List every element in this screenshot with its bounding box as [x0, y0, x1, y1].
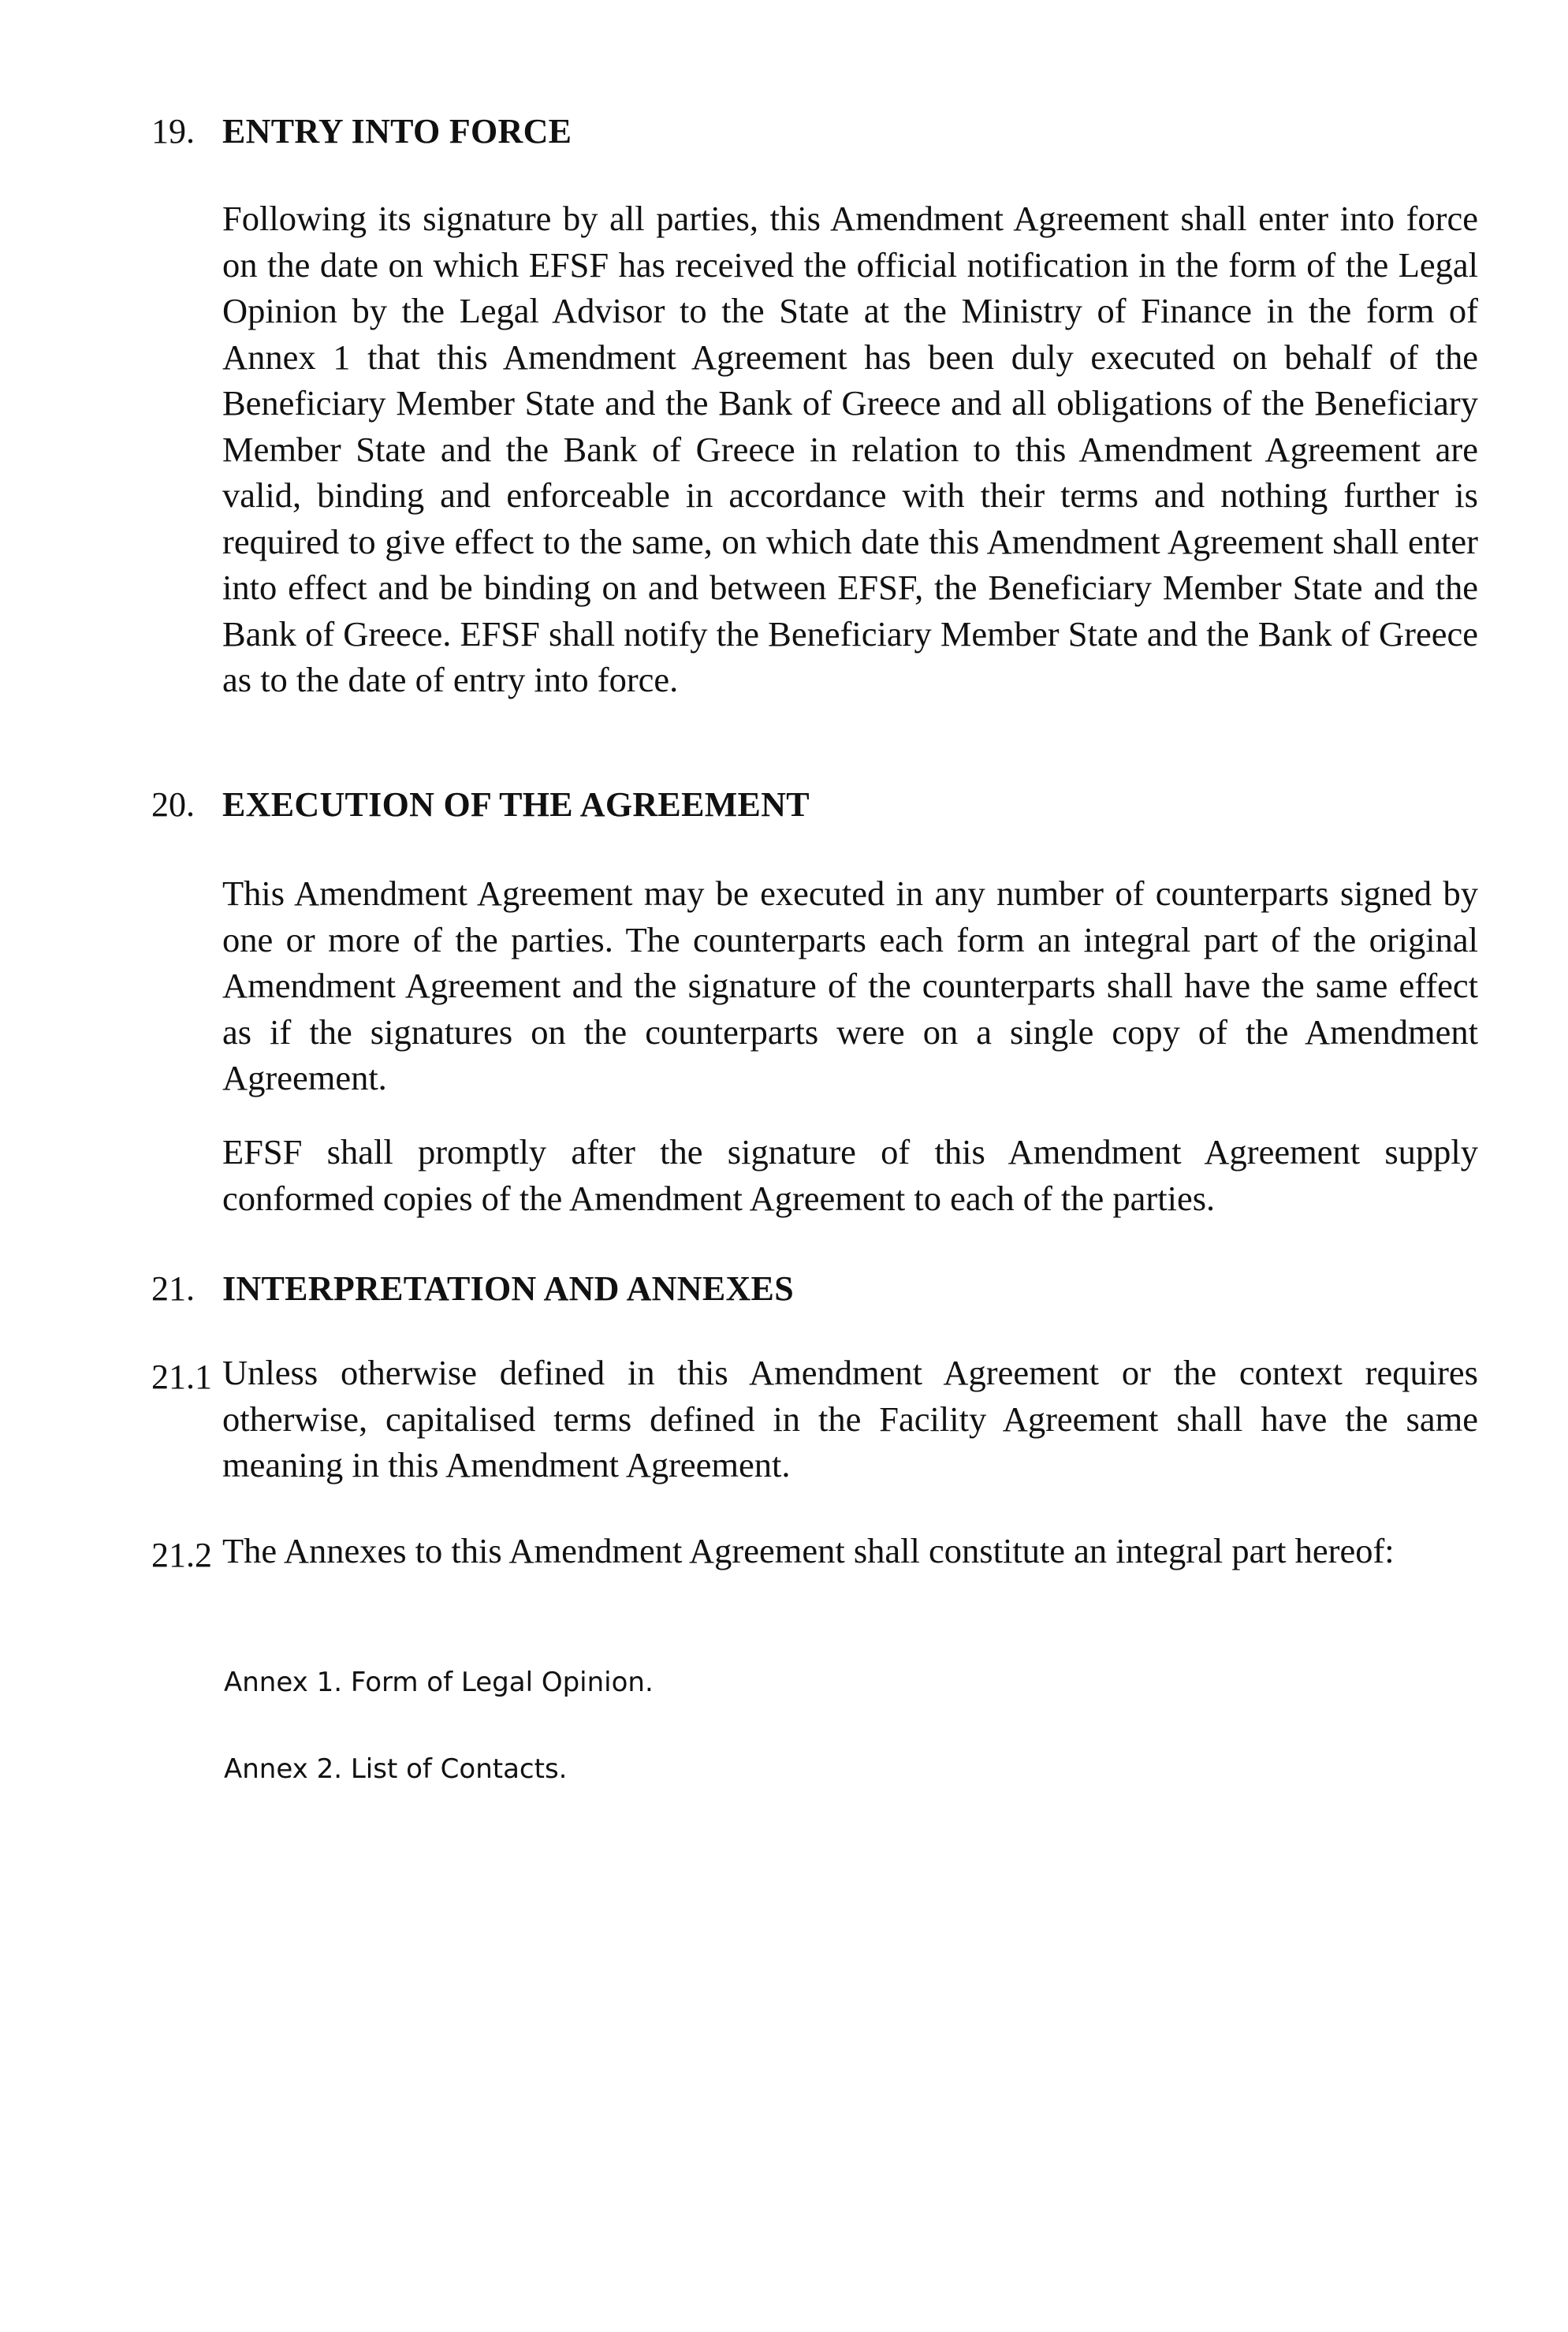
clause-number: 21.1	[151, 1358, 212, 1396]
annex-item: Annex 2. List of Contacts.	[224, 1753, 568, 1785]
section-number: 20.	[151, 785, 195, 824]
section-number: 21.	[151, 1269, 195, 1308]
clause-number: 21.2	[151, 1536, 212, 1574]
clause-text: Unless otherwise defined in this Amendment Agreement or the context requires otherwise, capitalised terms defined in the Facility Agreement shall have the same meaning in this Amendment Agreement.	[222, 1353, 1478, 1485]
paragraph: This Amendment Agreement may be executed in any number of counterparts signed by one or more of the parties. The counterparts each form an integral part of the original Amendment Agreement and the signature of the counterparts shall have the same effect as if the signatures on the counterparts were on a single copy of the Amendment Agreement.	[222, 874, 1478, 1097]
clause-text: The Annexes to this Amendment Agreement shall constitute an integral part hereof:	[222, 1531, 1395, 1570]
section-number: 19.	[151, 112, 195, 151]
section-heading: ENTRY INTO FORCE	[222, 112, 572, 151]
section-heading: INTERPRETATION AND ANNEXES	[222, 1269, 794, 1308]
paragraph: Following its signature by all parties, this Amendment Agreement shall enter into force on the date on which EFSF has received the official notification in the form of the Legal Opinion by the Legal Advisor to the State at the Ministry of Finance in the form of Annex 1 that this Amendment Agreement has been duly executed on behalf of the Beneficiary Member State and the Bank of Greece and all obligations of the Beneficiary Member State and the Bank of Greece in relation to this Amendment Agreement are valid, binding and enforceable in accordance with their terms and nothing further is required to give effect to the same, on which date this Amendment Agreement shall enter into effect and be binding on and between EFSF, the Beneficiary Member State and the Bank of Greece. EFSF shall notify the Beneficiary Member State and the Bank of Greece as to the date of entry into force.	[222, 199, 1478, 699]
section-heading: EXECUTION OF THE AGREEMENT	[222, 785, 810, 824]
paragraph: EFSF shall promptly after the signature of this Amendment Agreement supply conformed copies of the Amendment Agreement to each of the parties.	[222, 1132, 1478, 1218]
annex-item: Annex 1. Form of Legal Opinion.	[224, 1667, 654, 1698]
